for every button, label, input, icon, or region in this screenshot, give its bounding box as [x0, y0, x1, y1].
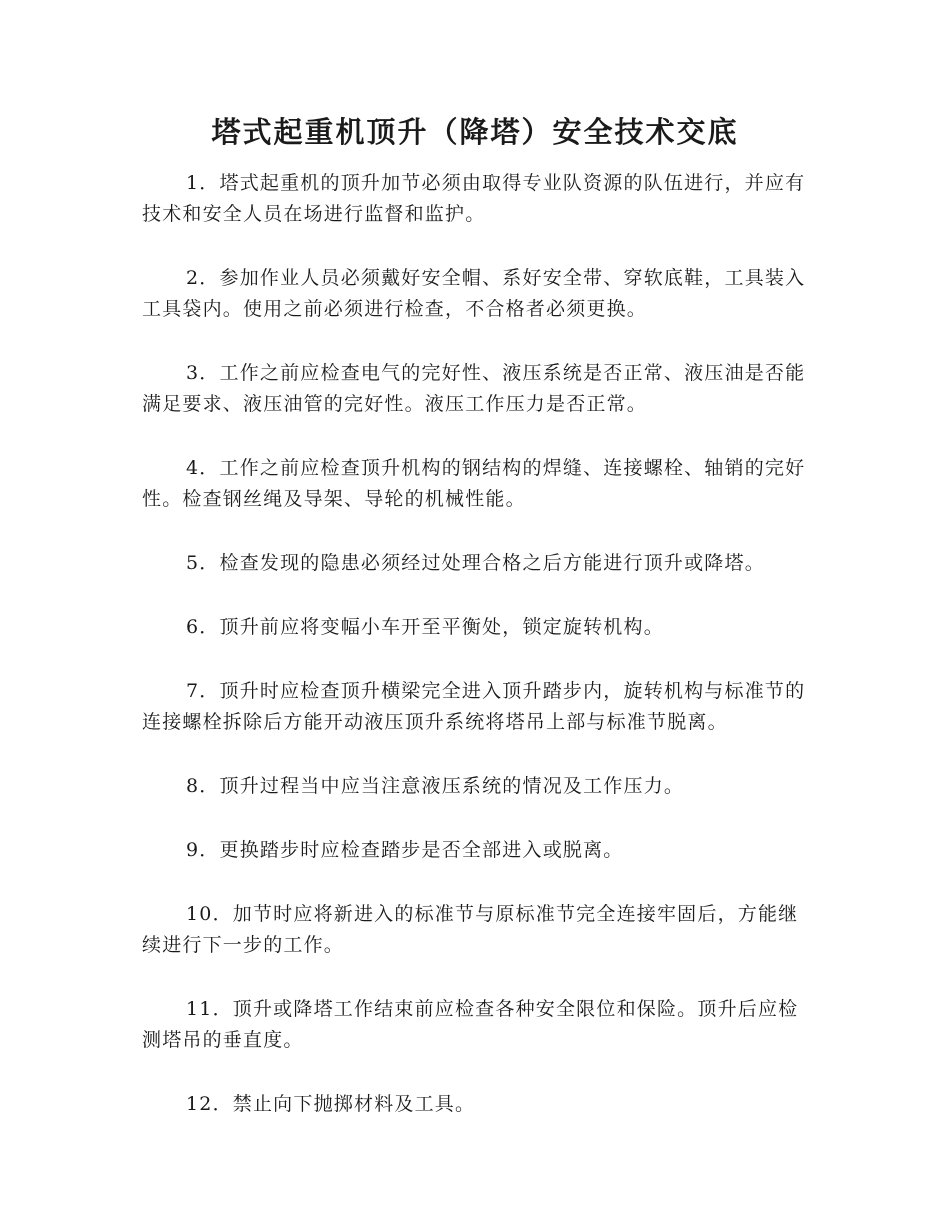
paragraph-3: 3．工作之前应检查电气的完好性、液压系统是否正常、液压油是否能满足要求、液压油管的完好性。液压工作压力是否正常。 — [142, 362, 806, 415]
paragraph-5: 5．检查发现的隐患必须经过处理合格之后方能进行顶升或降塔。 — [186, 552, 765, 574]
paragraph-9: 9．更换踏步时应检查踏步是否全部进入或脱离。 — [186, 839, 624, 861]
document-title: 塔式起重机顶升（降塔）安全技术交底 — [211, 115, 739, 149]
document-body — [142, 168, 807, 1153]
paragraph-7: 7．顶升时应检查顶升横梁完全进入顶升踏步内，旋转机构与标准节的连接螺栓拆除后方能开动液压顶升系统将塔吊上部与标准节脱离。 — [142, 680, 806, 733]
paragraph-4: 4．工作之前应检查顶升机构的钢结构的焊缝、连接螺栓、轴销的完好性。检查钢丝绳及导架、导轮的机械性能。 — [142, 457, 806, 510]
paragraph-2: 2．参加作业人员必须戴好安全帽、系好安全带、穿软底鞋，工具装入工具袋内。使用之前必须进行检查，不合格者必须更换。 — [142, 267, 806, 320]
paragraph-1: 1．塔式起重机的顶升加节必须由取得专业队资源的队伍进行，并应有技术和安全人员在场进行监督和监护。 — [142, 172, 806, 225]
paragraph-8: 8．顶升过程当中应当注意液压系统的情况及工作压力。 — [186, 775, 685, 797]
paragraph-11: 11．顶升或降塔工作结束前应检查各种安全限位和保险。顶升后应检测塔吊的垂直度。 — [142, 998, 799, 1051]
paragraph-10: 10．加节时应将新进入的标准节与原标准节完全连接牢固后，方能继续进行下一步的工作。 — [142, 903, 799, 956]
paragraph-12: 12．禁止向下抛掷材料及工具。 — [186, 1093, 476, 1115]
paragraph-6: 6．顶升前应将变幅小车开至平衡处，锁定旋转机构。 — [186, 616, 664, 638]
